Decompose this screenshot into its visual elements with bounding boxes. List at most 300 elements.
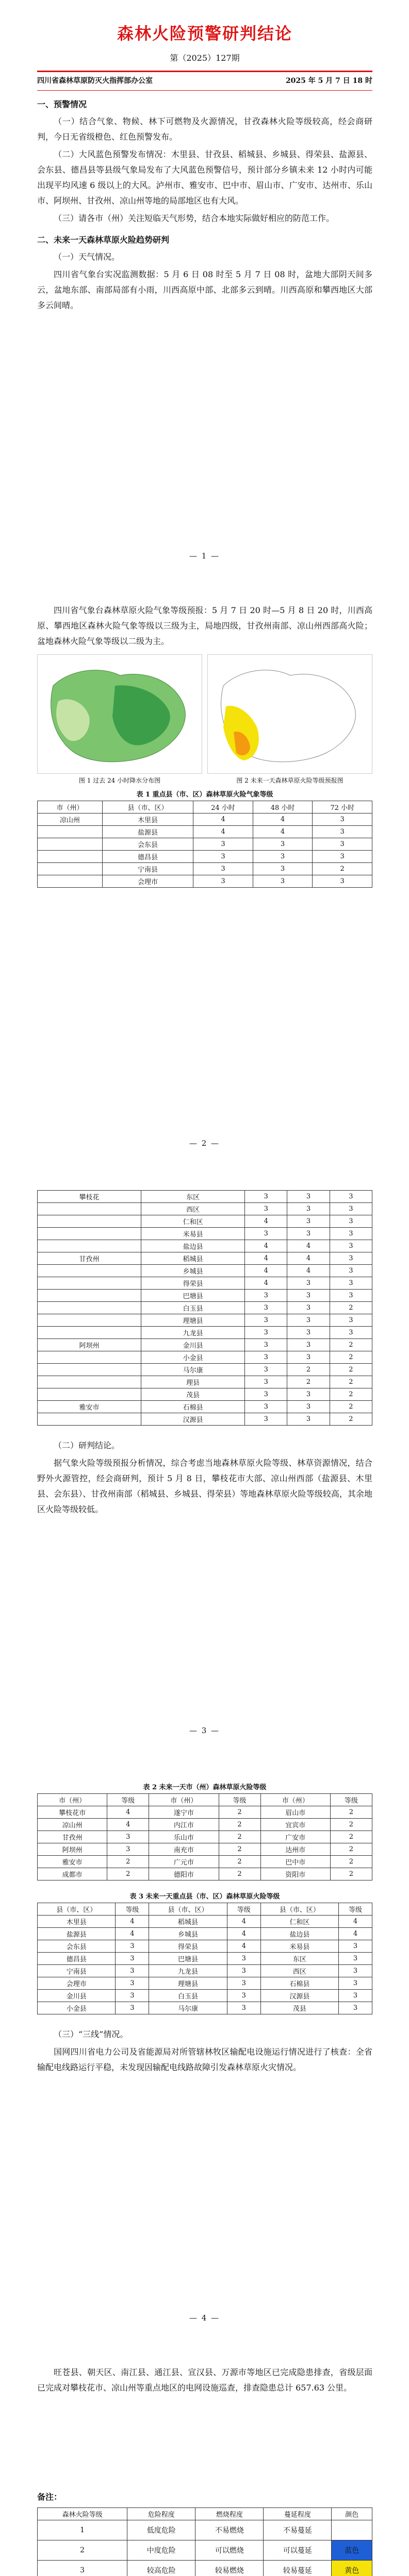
t1b-cell: 3 [287, 1413, 330, 1426]
t3-cell: 3 [227, 1965, 260, 1977]
t3-cell: 4 [227, 1940, 260, 1953]
legend-color-cell: 黄色 [332, 2561, 372, 2576]
t1b-cell [38, 1203, 141, 1215]
t1b-cell [38, 1376, 141, 1388]
t2-cell: 遂宁市 [149, 1806, 219, 1819]
page-3 [0, 1175, 409, 1752]
t3-h3: 等级 [227, 1903, 260, 1916]
t1-col-24h: 24 小时 [193, 801, 253, 814]
t1b-cell: 3 [287, 1327, 330, 1339]
t2-cell: 2 [219, 1819, 260, 1831]
t2-cell: 阿坝州 [38, 1843, 107, 1856]
t1b-cell: 2 [330, 1401, 372, 1413]
table-row [38, 1364, 372, 1376]
t1b-cell: 雅安市 [38, 1401, 141, 1413]
t1b-cell: 理县 [141, 1376, 245, 1388]
t1-cell: 3 [253, 863, 313, 875]
t1b-cell: 小金县 [141, 1351, 245, 1364]
t1b-cell: 3 [245, 1413, 287, 1426]
legend-color-cell [332, 2520, 372, 2540]
t1b-cell [38, 1240, 141, 1252]
t1b-cell: 3 [287, 1401, 330, 1413]
t1b-cell: 3 [330, 1252, 372, 1265]
t1b-cell: 3 [330, 1215, 372, 1228]
t1b-cell: 3 [245, 1191, 287, 1203]
table-1 [37, 801, 372, 888]
t1b-cell: 东区 [141, 1191, 245, 1203]
t1b-cell: 3 [287, 1351, 330, 1364]
t1b-cell [38, 1277, 141, 1290]
t3-h1: 等级 [116, 1903, 149, 1916]
t2-cell: 4 [107, 1806, 149, 1819]
t3-cell: 仁和区 [260, 1916, 338, 1928]
t3-cell: 3 [116, 1940, 149, 1953]
t1-cell: 3 [193, 851, 253, 863]
t1b-cell: 4 [245, 1265, 287, 1277]
section-2-sub: （一）天气情况。 [54, 252, 120, 262]
t1-cell: 4 [253, 814, 313, 826]
t1b-cell: 3 [287, 1215, 330, 1228]
t2-h2: 市（州） [149, 1794, 219, 1806]
t1b-cell: 3 [330, 1327, 372, 1339]
legend-cell: 低度危险 [127, 2520, 195, 2540]
t1b-cell: 3 [330, 1240, 372, 1252]
legend-cell: 可以燃烧 [195, 2540, 264, 2561]
t1b-cell: 4 [287, 1265, 330, 1277]
t3-cell: 金川县 [38, 1990, 116, 2002]
page-number-1: — 1 — [189, 551, 220, 561]
t1b-cell: 金川县 [141, 1339, 245, 1351]
table-row [38, 826, 372, 838]
t3-cell: 3 [339, 1965, 372, 1977]
t3-h2: 县（市、区） [149, 1903, 227, 1916]
page-number-3: — 3 — [189, 1726, 220, 1735]
table-row [38, 1806, 372, 1819]
legend-table [37, 2507, 372, 2576]
t1b-cell [38, 1228, 141, 1240]
t3-cell: 3 [116, 1965, 149, 1977]
t1b-cell: 2 [287, 1364, 330, 1376]
map-caption-right: 图 2 未来一天森林草原火险等级预报图 [236, 777, 343, 784]
legend-h-level: 森林火险等级 [38, 2508, 127, 2520]
t2-cell: 2 [330, 1831, 372, 1843]
issue-number: 第（2025）127期 [170, 53, 240, 63]
t3-cell: 巴塘县 [149, 1953, 227, 1965]
legend-cell: 2 [38, 2540, 127, 2561]
t1b-cell: 2 [330, 1413, 372, 1426]
t1-cell: 德昌县 [102, 851, 193, 863]
table-row [38, 1990, 372, 2002]
page-2 [0, 587, 409, 1164]
t2-cell: 2 [219, 1856, 260, 1868]
page-4 [0, 1762, 409, 2339]
t1b-cell: 3 [330, 1203, 372, 1215]
t1b-cell: 4 [245, 1215, 287, 1228]
t3-cell: 盐源县 [38, 1928, 116, 1940]
legend-color-cell: 蓝色 [332, 2540, 372, 2561]
t3-cell: 3 [116, 2002, 149, 2014]
section-1-p1: （一）结合气象、物候、林下可燃物及火源情况，甘孜森林火险等级较高，经会商研判，今日无省级橙色、红色预警发布。 [37, 116, 372, 142]
legend-cell: 1 [38, 2520, 127, 2540]
t3-cell: 理塘县 [149, 1977, 227, 1990]
t1-cell [38, 875, 103, 888]
section-2-title: 二、未来一天森林草原火险趋势研判 [37, 235, 170, 245]
issue-date: 2025 年 5 月 7 日 18 时 [285, 77, 372, 85]
table-row [38, 1351, 372, 1364]
page-number-2: — 2 — [189, 1139, 220, 1148]
t1b-cell: 乡城县 [141, 1265, 245, 1277]
t1b-cell [38, 1364, 141, 1376]
table-row [38, 1388, 372, 1401]
t3-cell: 4 [116, 1928, 149, 1940]
t3-cell: 4 [339, 1928, 372, 1940]
t1b-cell: 九龙县 [141, 1327, 245, 1339]
table-row [38, 1252, 372, 1265]
table-row [38, 2002, 372, 2014]
table-row [38, 863, 372, 875]
t3-cell: 白玉县 [149, 1990, 227, 2002]
t3-cell: 3 [227, 2002, 260, 2014]
t3-h5: 等级 [339, 1903, 372, 1916]
t2-cell: 凉山州 [38, 1819, 107, 1831]
t2-cell: 德阳市 [149, 1868, 219, 1880]
t1b-cell: 得荣县 [141, 1277, 245, 1290]
t1b-cell [38, 1388, 141, 1401]
t1-cell: 3 [313, 838, 372, 851]
t1b-cell: 理塘县 [141, 1314, 245, 1327]
t1b-cell: 白玉县 [141, 1302, 245, 1314]
t2-cell: 3 [107, 1843, 149, 1856]
table-row [38, 1228, 372, 1240]
t1b-cell: 汉源县 [141, 1413, 245, 1426]
t1b-cell: 米易县 [141, 1228, 245, 1240]
t1-col-72h: 72 小时 [313, 801, 372, 814]
table-3 [37, 1903, 372, 2014]
t3-cell: 3 [227, 1990, 260, 2002]
legend-h-color: 颜色 [332, 2508, 372, 2520]
t2-cell: 巴中市 [260, 1856, 330, 1868]
table-row [38, 1965, 372, 1977]
section-2-p1: 四川省气象台实况监测数据：5 月 6 日 08 时至 5 月 7 日 08 时，盆地大部阴天间多云，盆地东部、南部局部有小雨，川西高原中部、北部多云到晴。川西高原和攀西地区大部多云间晴。 [37, 269, 372, 310]
t3-h0: 县（市、区） [38, 1903, 116, 1916]
t1-cell [38, 863, 103, 875]
t3-cell: 3 [227, 1977, 260, 1990]
t1-cell: 4 [193, 814, 253, 826]
t1-cell: 2 [313, 863, 372, 875]
legend-row [38, 2561, 372, 2576]
t1-cell: 3 [313, 814, 372, 826]
section-2-p6: 旺苍县、朝天区、南江县、通江县、宣汉县、万源市等地区已完成隐患排查，省级层面已完成对攀枝花市、凉山州等重点地区的电网设施巡查，排查隐患总计 657.63 公里。 [37, 2367, 372, 2393]
table-2-title: 表 2 未来一天市（州）森林草原火险等级 [143, 1784, 267, 1791]
table-row [38, 1327, 372, 1339]
t1b-cell: 3 [287, 1228, 330, 1240]
t2-cell: 2 [219, 1831, 260, 1843]
legend-cell: 可以蔓延 [264, 2540, 332, 2561]
t1b-cell: 茂县 [141, 1388, 245, 1401]
t1b-cell: 巴塘县 [141, 1290, 245, 1302]
t3-cell: 德昌县 [38, 1953, 116, 1965]
table-row [38, 1953, 372, 1965]
t3-cell: 汉源县 [260, 1990, 338, 2002]
t1b-cell [38, 1302, 141, 1314]
table-2 [37, 1793, 372, 1880]
t1b-cell: 4 [287, 1252, 330, 1265]
t1b-cell: 3 [245, 1401, 287, 1413]
legend-cell: 较易蔓延 [264, 2561, 332, 2576]
table-row [38, 1376, 372, 1388]
t1b-cell: 3 [330, 1290, 372, 1302]
table-row [38, 1290, 372, 1302]
table-row [38, 1339, 372, 1351]
t1b-cell: 2 [330, 1364, 372, 1376]
t1b-cell: 3 [330, 1314, 372, 1327]
t1b-cell: 3 [287, 1290, 330, 1302]
t2-h1: 等级 [107, 1794, 149, 1806]
table-row [38, 851, 372, 863]
table-row [38, 1240, 372, 1252]
t1b-cell: 2 [330, 1388, 372, 1401]
t3-cell: 东区 [260, 1953, 338, 1965]
t1b-cell: 3 [287, 1191, 330, 1203]
t1b-cell: 3 [287, 1203, 330, 1215]
t1b-cell: 石棉县 [141, 1401, 245, 1413]
t1b-cell: 3 [287, 1339, 330, 1351]
t1-cell: 3 [253, 851, 313, 863]
t1b-cell: 3 [245, 1364, 287, 1376]
t1-cell: 宁南县 [102, 863, 193, 875]
t2-cell: 南充市 [149, 1843, 219, 1856]
t2-cell: 2 [330, 1868, 372, 1880]
table-row [38, 1868, 372, 1880]
page-number-4: — 4 — [189, 2313, 220, 2323]
t1b-cell [38, 1265, 141, 1277]
t1b-cell: 4 [245, 1252, 287, 1265]
t2-cell: 2 [330, 1806, 372, 1819]
t1b-cell [38, 1413, 141, 1426]
t1-cell [38, 838, 103, 851]
table-row [38, 875, 372, 888]
t1b-cell: 3 [245, 1228, 287, 1240]
table-1-body [38, 814, 372, 888]
t1-cell: 会理市 [102, 875, 193, 888]
t3-cell: 宁南县 [38, 1965, 116, 1977]
t1b-cell: 3 [245, 1339, 287, 1351]
t1b-cell: 3 [330, 1191, 372, 1203]
legend-cell: 较高危险 [127, 2561, 195, 2576]
t3-cell: 小金县 [38, 2002, 116, 2014]
t1b-cell: 3 [245, 1290, 287, 1302]
t1b-cell: 马尔康 [141, 1364, 245, 1376]
t1-col-48h: 48 小时 [253, 801, 313, 814]
t1b-cell: 盐边县 [141, 1240, 245, 1252]
t1-col-county: 县（市、区） [102, 801, 193, 814]
t3-cell: 得荣县 [149, 1940, 227, 1953]
t1-cell: 3 [253, 875, 313, 888]
t1b-cell: 3 [287, 1277, 330, 1290]
t3-cell: 3 [339, 1940, 372, 1953]
t2-cell: 2 [330, 1856, 372, 1868]
t2-h4: 市（州） [260, 1794, 330, 1806]
t1b-cell: 2 [330, 1351, 372, 1364]
t3-cell: 4 [116, 1916, 149, 1928]
section-2-p5: 国网四川省电力公司及省能源局对所管辖林牧区输配电设施运行情况进行了核查：全省输配电线路运行平稳，未发现因输配电线路故障引发森林草原火灾情况。 [37, 2047, 372, 2072]
section-1-title: 一、预警情况 [37, 99, 87, 109]
t3-cell: 茂县 [260, 2002, 338, 2014]
t1-cell: 4 [193, 826, 253, 838]
t1b-cell: 3 [245, 1302, 287, 1314]
t1-cell: 3 [193, 863, 253, 875]
t3-cell: 3 [339, 2002, 372, 2014]
legend-cell: 不易燃烧 [195, 2520, 264, 2540]
map-caption-left: 图 1 过去 24 小时降水分布图 [78, 777, 161, 784]
table-row [38, 1314, 372, 1327]
section-2-sub2: （二）研判结论。 [54, 1440, 120, 1450]
t1-cell: 木里县 [102, 814, 193, 826]
t2-cell: 2 [219, 1806, 260, 1819]
page-5 [0, 2349, 409, 2576]
t1b-cell: 4 [245, 1240, 287, 1252]
t2-cell: 广元市 [149, 1856, 219, 1868]
table-row [38, 1215, 372, 1228]
t1b-cell: 3 [245, 1376, 287, 1388]
t2-h3: 等级 [219, 1794, 260, 1806]
t2-cell: 4 [107, 1819, 149, 1831]
table-row [38, 1819, 372, 1831]
t1-cell [38, 851, 103, 863]
t1-cell: 3 [313, 851, 372, 863]
t1-cell: 盐源县 [102, 826, 193, 838]
table-2-body [38, 1806, 372, 1880]
t1b-cell: 稻城县 [141, 1252, 245, 1265]
table-row [38, 1928, 372, 1940]
t2-cell: 2 [219, 1868, 260, 1880]
table-row [38, 1277, 372, 1290]
t1b-cell: 3 [330, 1265, 372, 1277]
legend-body [38, 2520, 372, 2576]
table-3-body [38, 1916, 372, 2014]
legend-cell: 较易燃烧 [195, 2561, 264, 2576]
section-2-p4: （三）“三线”情况。 [54, 2029, 128, 2039]
t1-cell: 凉山州 [38, 814, 103, 826]
red-divider-thin [37, 90, 372, 91]
table-row [38, 814, 372, 826]
t3-cell: 马尔康 [149, 2002, 227, 2014]
t1b-cell: 2 [330, 1376, 372, 1388]
t1b-cell [38, 1314, 141, 1327]
table-row [38, 1191, 372, 1203]
legend-row [38, 2540, 372, 2561]
t3-cell: 3 [339, 1977, 372, 1990]
t2-cell: 2 [219, 1843, 260, 1856]
table-row [38, 1856, 372, 1868]
t1b-cell: 3 [245, 1203, 287, 1215]
t2-cell: 内江市 [149, 1819, 219, 1831]
t3-cell: 4 [339, 1916, 372, 1928]
t3-cell: 会东县 [38, 1940, 116, 1953]
t1b-cell [38, 1351, 141, 1364]
issuer-row [37, 72, 372, 89]
t3-cell: 米易县 [260, 1940, 338, 1953]
t1b-cell: 3 [330, 1228, 372, 1240]
t1b-cell: 4 [287, 1240, 330, 1252]
t3-h4: 县（市、区） [260, 1903, 338, 1916]
table-row [38, 1940, 372, 1953]
section-2-p2: 四川省气象台森林草原火险气象等级预报：5 月 7 日 20 时—5 月 8 日 20 时，川西高原、攀西地区森林火险气象等级以三级为主，局地四级，甘孜州南部、凉山州西部高火险；盆地森林火险气象等级以二级为主。 [37, 605, 372, 646]
t2-cell: 2 [107, 1856, 149, 1868]
legend-cell: 中度危险 [127, 2540, 195, 2561]
t2-cell: 甘孜州 [38, 1831, 107, 1843]
table-row [38, 1916, 372, 1928]
table-1-continued [37, 1190, 372, 1426]
t1b-cell: 2 [330, 1339, 372, 1351]
legend-row [38, 2520, 372, 2540]
table-1-continued-body [38, 1191, 372, 1426]
table-row [38, 1302, 372, 1314]
t3-cell: 4 [227, 1928, 260, 1940]
t2-h5: 等级 [330, 1794, 372, 1806]
t2-cell: 2 [330, 1843, 372, 1856]
t1b-cell: 2 [330, 1302, 372, 1314]
t1b-cell: 2 [287, 1376, 330, 1388]
t2-h0: 市（州） [38, 1794, 107, 1806]
page-1 [0, 0, 409, 577]
t3-cell: 稻城县 [149, 1916, 227, 1928]
table-1-title: 表 1 重点县（市、区）森林草原火险气象等级 [136, 791, 273, 799]
legend-h-spread: 蔓延程度 [264, 2508, 332, 2520]
legend-h-burn: 燃烧程度 [195, 2508, 264, 2520]
t1b-cell [38, 1290, 141, 1302]
t1b-cell: 西区 [141, 1203, 245, 1215]
table-3-title: 表 3 未来一天重点县（市、区）森林草原火险等级 [129, 1893, 280, 1901]
table-row [38, 1413, 372, 1426]
t3-cell: 木里县 [38, 1916, 116, 1928]
section-1-p2: （二）大风蓝色预警发布情况：木里县、甘孜县、稻城县、乡城县、得荣县、盐源县、会东县、德昌县等县级气象局发布了大风蓝色预警信号，预计部分乡镇未来 12 小时内可能出现平均风速 6 级以上的大风。泸州市、雅安市、巴中市、眉山市、广安市、达州市、乐山市、阿坝州、甘孜州、凉山州等地的局部地区也有大风。 [37, 149, 372, 206]
t1b-cell: 仁和区 [141, 1215, 245, 1228]
t3-cell: 盐边县 [260, 1928, 338, 1940]
t3-cell: 4 [227, 1916, 260, 1928]
t3-cell: 石棉县 [260, 1977, 338, 1990]
table-row [38, 838, 372, 851]
document-title: 森林火险预警研判结论 [117, 24, 292, 43]
precip-map [37, 654, 202, 774]
t1b-cell: 3 [245, 1327, 287, 1339]
t1b-cell: 3 [330, 1277, 372, 1290]
table-row [38, 1265, 372, 1277]
t1-cell: 3 [193, 838, 253, 851]
t1-cell: 会东县 [102, 838, 193, 851]
t2-cell: 攀枝花市 [38, 1806, 107, 1819]
t3-cell: 3 [339, 1990, 372, 2002]
t3-cell: 3 [339, 1953, 372, 1965]
section-1-p3: （三）请各市（州）关注短临天气形势，结合本地实际做好相应的防范工作。 [54, 213, 335, 223]
t1b-cell: 3 [287, 1388, 330, 1401]
t2-cell: 达州市 [260, 1843, 330, 1856]
t1-cell: 3 [253, 838, 313, 851]
t1b-cell: 阿坝州 [38, 1339, 141, 1351]
t2-cell: 广安市 [260, 1831, 330, 1843]
t3-cell: 3 [116, 1953, 149, 1965]
t2-cell: 雅安市 [38, 1856, 107, 1868]
t1b-cell: 3 [245, 1388, 287, 1401]
map-row [37, 654, 372, 785]
table-row [38, 1401, 372, 1413]
t2-cell: 资阳市 [260, 1868, 330, 1880]
t3-cell: 3 [116, 1990, 149, 2002]
issuer: 四川省森林草原防灭火指挥部办公室 [37, 77, 153, 85]
t1-cell: 3 [193, 875, 253, 888]
t1-cell [38, 826, 103, 838]
t3-cell: 会理市 [38, 1977, 116, 1990]
